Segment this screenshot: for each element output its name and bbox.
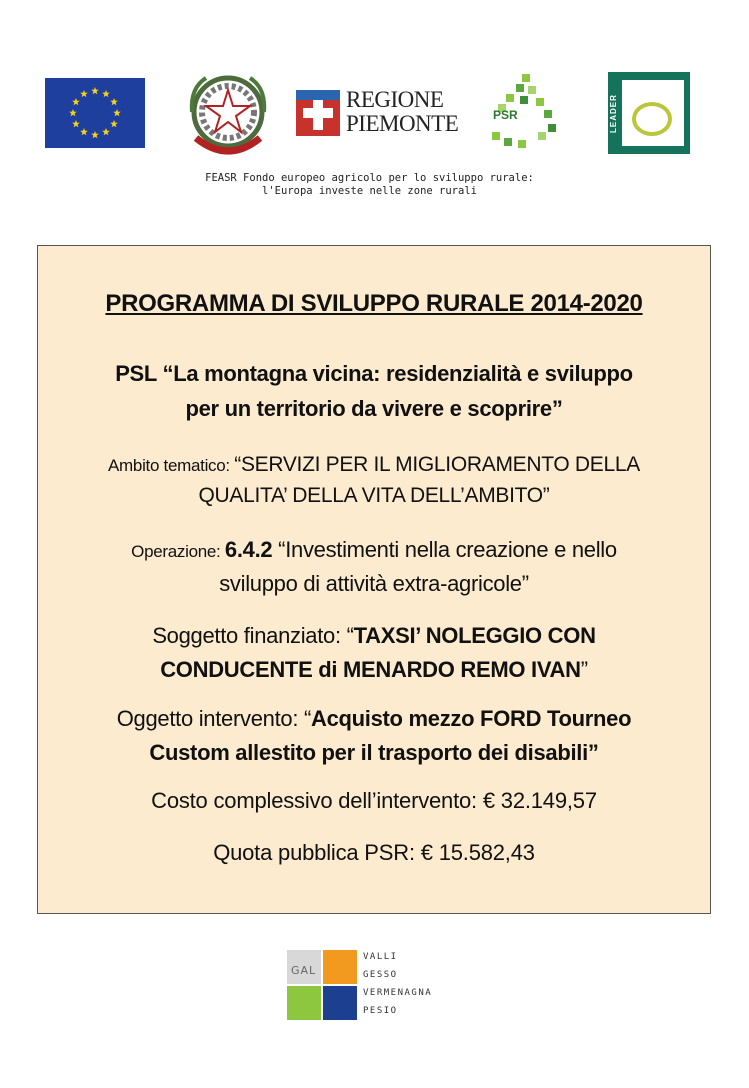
soggetto-label: Soggetto finanziato: “ <box>152 623 354 648</box>
italian-republic-emblem-logo <box>186 68 270 160</box>
gal-word-gesso: GESSO <box>363 970 398 980</box>
logos-header <box>38 58 701 208</box>
info-panel <box>37 245 711 914</box>
psl-line2: per un territorio da vivere e scoprire” <box>185 396 563 421</box>
soggetto-close: ” <box>580 657 588 682</box>
soggetto-value-line2: CONDUCENTE di MENARDO REMO IVAN <box>160 657 581 682</box>
gal-word-pesio: PESIO <box>363 1006 398 1016</box>
regione-line1: REGIONE <box>346 87 444 112</box>
operazione-code: 6.4.2 <box>224 537 273 562</box>
ambito-label: Ambito tematico: <box>108 456 235 475</box>
piemonte-shield-icon <box>296 90 340 136</box>
leader-leaf-icon <box>632 102 672 136</box>
gal-square-navy <box>323 986 357 1020</box>
oggetto-value-line2: Custom allestito per il trasporto dei disabili” <box>149 740 599 765</box>
gal-square-green <box>287 986 321 1020</box>
oggetto-label: Oggetto intervento: “ <box>116 706 311 731</box>
psl-line1: PSL “La montagna vicina: residenzialità e sviluppo <box>115 361 633 386</box>
regione-piemonte-text <box>346 88 466 136</box>
gal-word-valli: VALLI <box>363 952 398 962</box>
operazione-value-line1: “Investimenti nella creazione e nello <box>272 537 617 562</box>
gal-label: GAL <box>291 964 317 977</box>
gal-logo <box>287 948 457 1028</box>
operazione-value-line2: sviluppo di attività extra-agricole” <box>219 571 529 596</box>
feasr-caption <box>38 172 701 198</box>
operazione-label: Operazione: <box>131 542 225 561</box>
regione-line2: PIEMONTE <box>346 111 459 136</box>
feasr-line2: l'Europa investe nelle zone rurali <box>262 185 477 197</box>
oggetto-intervento <box>38 702 710 770</box>
gal-square-orange <box>323 950 357 984</box>
psl-heading <box>38 356 710 426</box>
panel-title: PROGRAMMA DI SVILUPPO RURALE 2014-2020 <box>105 290 643 317</box>
costo-complessivo: Costo complessivo dell’intervento: € 32.149,57 <box>151 788 597 813</box>
ambito-value-line2: QUALITA’ DELLA VITA DELL’AMBITO” <box>198 484 550 507</box>
feasr-line1: FEASR Fondo europeo agricolo per lo sviluppo rurale: <box>205 172 534 184</box>
oggetto-value-line1: Acquisto mezzo FORD Tourneo <box>310 706 632 731</box>
psr-label: PSR <box>493 108 518 122</box>
regione-piemonte-logo <box>296 88 461 138</box>
operazione <box>38 534 710 600</box>
eu-flag-logo <box>45 78 145 148</box>
ambito-tematico <box>38 450 710 511</box>
soggetto-value-line1: TAXSI’ NOLEGGIO CON <box>353 623 596 648</box>
gal-words <box>363 948 432 1020</box>
quota-pubblica: Quota pubblica PSR: € 15.582,43 <box>213 840 535 865</box>
gal-word-vermenagna: VERMENAGNA <box>363 988 433 998</box>
soggetto-finanziato <box>38 619 710 687</box>
leader-logo <box>608 72 690 154</box>
ambito-value-line1: “SERVIZI PER IL MIGLIORAMENTO DELLA <box>234 453 640 476</box>
leader-label: LEADER <box>609 94 618 134</box>
